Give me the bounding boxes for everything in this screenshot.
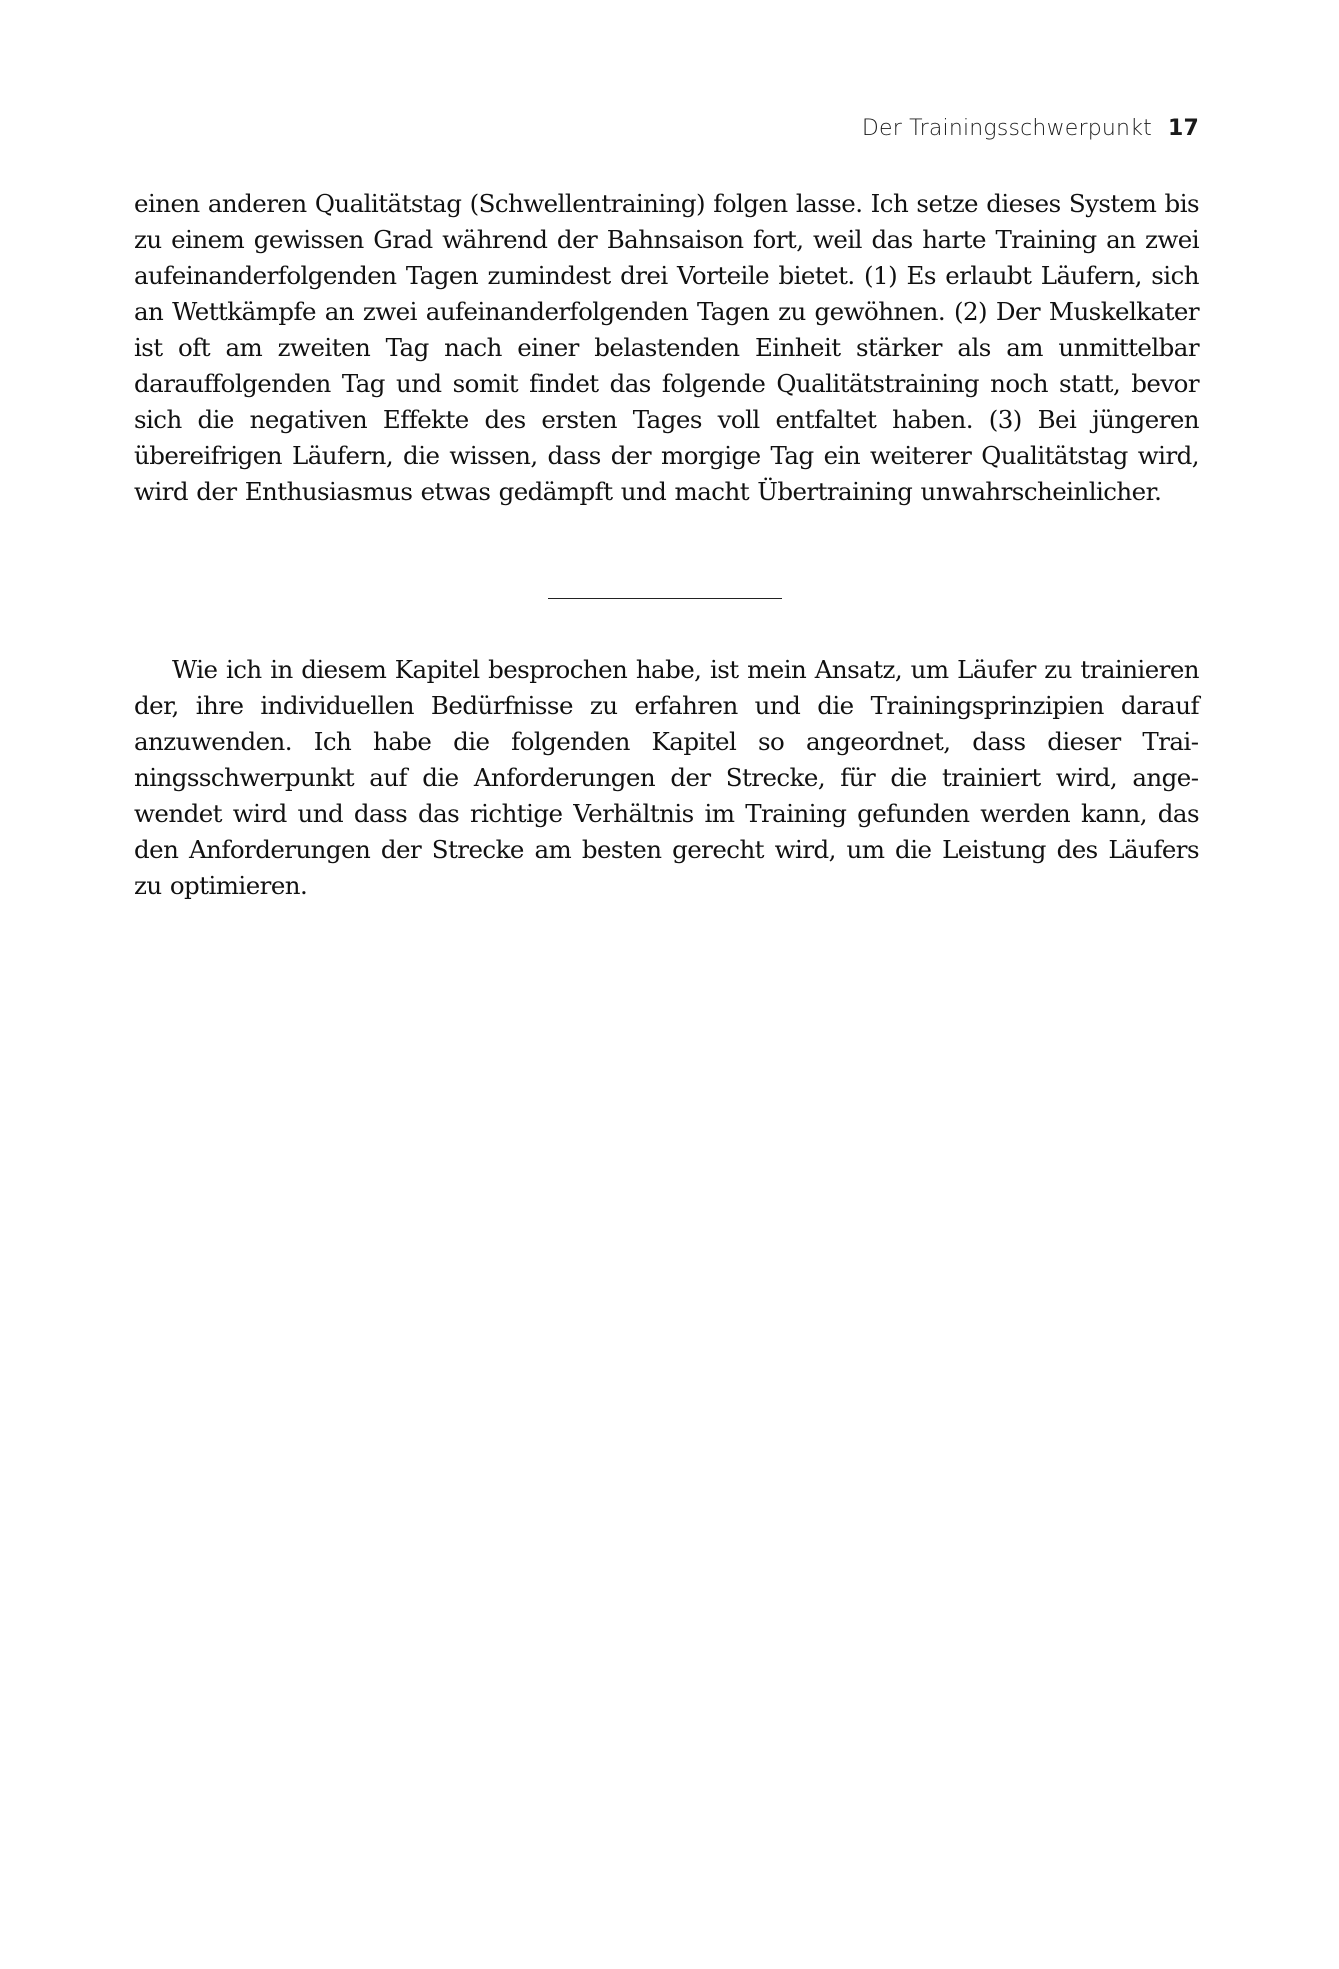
body-paragraph: einen anderen Qualitätstag (Schwellentraining) folgen lasse. Ich setze dieses System bis zu einem gewissen Grad während der Bahnsaison fort, weil das harte Training an zwei aufeinanderfolgenden Tagen zumindest drei Vorteile bietet. (1) Es erlaubt Läufern, sich an Wettkämpfe an zwei aufeinanderfolgenden Tagen zu gewöhnen. (2) Der Muskelkater ist oft am zweiten Tag nach einer belastenden Einheit stärker als am unmittelbar darauffolgenden Tag und somit findet das folgende Qualitätstraining noch statt, bevor sich die negativen Effekte des ersten Tages voll entfaltet haben. (3) Bei jüngeren übereifrigen Läufern, die wissen, dass der morgige Tag ein weiterer Qualitätstag wird, wird der Enthusiasmus etwas gedämpft und macht Übertraining unwahrscheinlicher. — [134, 189, 1199, 506]
running-title: Der Trainingsschwerpunkt — [861, 116, 1152, 141]
section-divider — [548, 598, 782, 599]
body-paragraph: Wie ich in diesem Kapitel besprochen habe, ist mein Ansatz, um Läufer zu trainieren der, ihre individuellen Bedürfnisse zu erfahren und die Trainingsprinzipien darauf anzuwenden. Ich habe die folgenden Kapitel so angeordnet, dass dieser Trainingsschwerpunkt auf die Anforderungen der Strecke, für die trainiert wird, angewendet wird und dass das richtige Verhältnis im Training gefunden werden kann, das den Anforderungen der Strecke am besten gerecht wird, um die Leistung des Läufers zu optimieren. — [134, 655, 1199, 900]
page-number: 17 — [1167, 116, 1199, 141]
page-header — [134, 116, 1199, 141]
